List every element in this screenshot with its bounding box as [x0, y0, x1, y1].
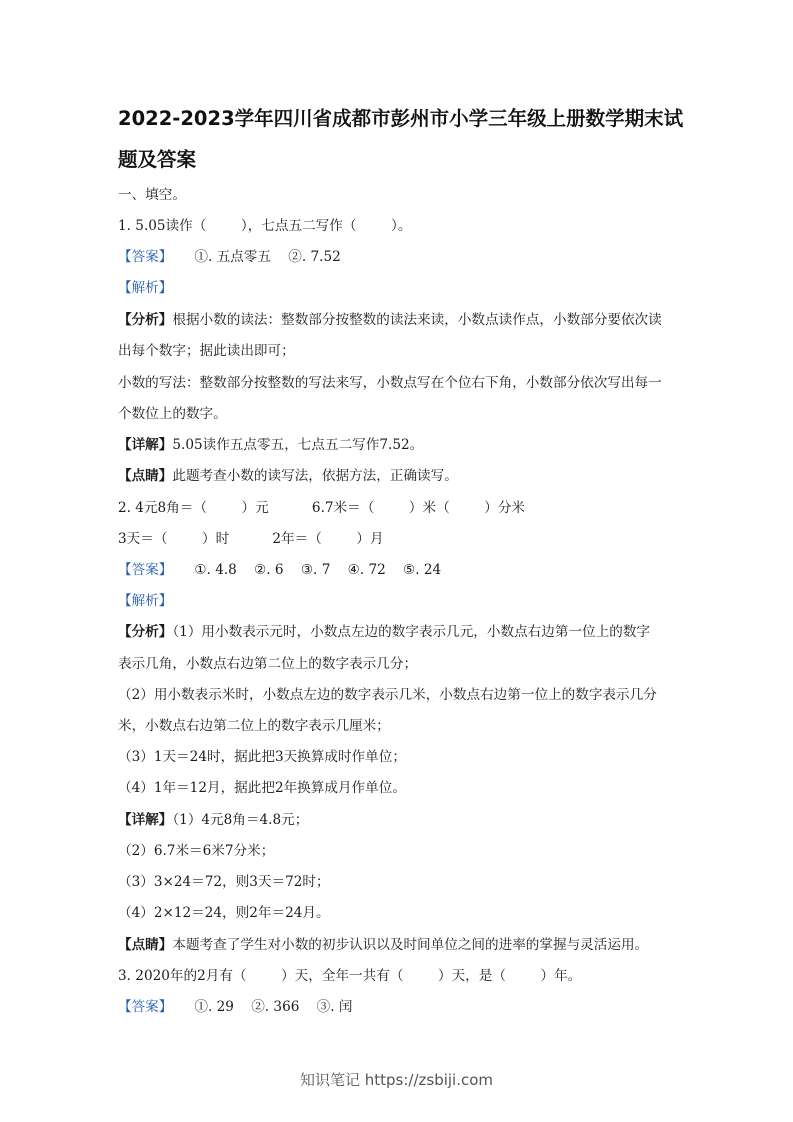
xiangjie-tag: 【详解】: [118, 812, 173, 828]
q2-xiangjie-line3: （3）3×24＝72，则3天＝72时；: [118, 874, 330, 890]
q2-dianjing-line: [118, 935, 648, 955]
q1-dianjing-text: 此题考查小数的读写法，依据方法，正确读写。: [172, 468, 458, 484]
q2-question-line2: 3天＝（ ）时 2年＝（ ）月: [118, 531, 384, 547]
q2-fenxi-line5: （3）1天＝24时，据此把3天换算成时作单位；: [118, 749, 406, 765]
q1-answer: ①. 五点零五 ②. 7.52: [194, 249, 341, 265]
q2-dianjing-text: 本题考查了学生对小数的初步认识以及时间单位之间的进率的掌握与灵活运用。: [172, 937, 649, 953]
answer-tag: 【答案】: [118, 249, 173, 265]
q3-question: 3. 2020年的2月有（ ）天，全年一共有（ ）天，是（ ）年。: [118, 968, 582, 984]
q1-xiangjie-text: 5.05读作五点零五，七点五二写作7.52。: [172, 437, 424, 453]
q1-fenxi-line1: [118, 310, 662, 330]
answer-tag: 【答案】: [118, 562, 173, 578]
q3-answer-line: [118, 997, 353, 1017]
q1-analysis-tag: 【解析】: [118, 280, 173, 296]
q1-xiangjie-line: [118, 435, 423, 455]
q2-question-line1: 2. 4元8角＝（ ）元 6.7米＝（ ）米（ ）分米: [118, 500, 526, 516]
q2-fenxi-line1: [118, 622, 650, 642]
q2-xiangjie-line1: [118, 810, 308, 830]
q2-fenxi-line4: 米，小数点右边第二位上的数字表示几厘米；: [118, 718, 390, 734]
q2-fenxi-text1: （1）用小数表示元时，小数点左边的数字表示几元，小数点右边第一位上的数字: [172, 624, 651, 640]
q2-xiangjie-line2: （2）6.7米＝6米7分米；: [118, 843, 275, 859]
document-title: 2022-2023学年四川省成都市彭州市小学三年级上册数学期末试题及答案: [118, 107, 684, 171]
q2-xiangjie-line4: （4）2×12＝24，则2年＝24月。: [118, 905, 330, 921]
q1-fenxi-line4: 个数位上的数字。: [118, 406, 227, 422]
answer-tag: 【答案】: [118, 999, 173, 1015]
q2-fenxi-line3: （2）用小数表示米时，小数点左边的数字表示几米，小数点右边第一位上的数字表示几分: [118, 687, 657, 703]
q2-analysis-tag: 【解析】: [118, 593, 173, 609]
footer-watermark: 知识笔记 https://zsbiji.com: [299, 1071, 494, 1089]
fenxi-tag: 【分析】: [118, 312, 173, 328]
xiangjie-tag: 【详解】: [118, 437, 173, 453]
q2-fenxi-line6: （4）1年＝12月，据此把2年换算成月作单位。: [118, 780, 406, 796]
q2-xiangjie-text1: （1）4元8角＝4.8元；: [172, 812, 309, 828]
q2-answer: ①. 4.8 ②. 6 ③. 7 ④. 72 ⑤. 24: [194, 562, 442, 578]
q3-answer: ①. 29 ②. 366 ③. 闰: [194, 999, 353, 1015]
q1-answer-line: [118, 247, 341, 267]
q2-fenxi-line2: 表示几角，小数点右边第二位上的数字表示几分；: [118, 656, 418, 672]
q2-answer-line: [118, 560, 441, 580]
q1-fenxi-line2: 出每个数字；据此读出即可；: [118, 343, 295, 359]
section-heading: 一、填空。: [118, 187, 186, 203]
fenxi-tag: 【分析】: [118, 624, 173, 640]
q1-dianjing-line: [118, 466, 458, 486]
q1-fenxi-text1: 根据小数的读法：整数部分按整数的读法来读，小数点读作点，小数部分要依次读: [172, 312, 662, 328]
dianjing-tag: 【点睛】: [118, 937, 173, 953]
q1-question: 1. 5.05读作（ ），七点五二写作（ ）。: [118, 218, 412, 234]
q1-fenxi-line3: 小数的写法：整数部分按整数的写法来写，小数点写在个位右下角，小数部分依次写出每一: [118, 375, 662, 391]
dianjing-tag: 【点睛】: [118, 468, 173, 484]
